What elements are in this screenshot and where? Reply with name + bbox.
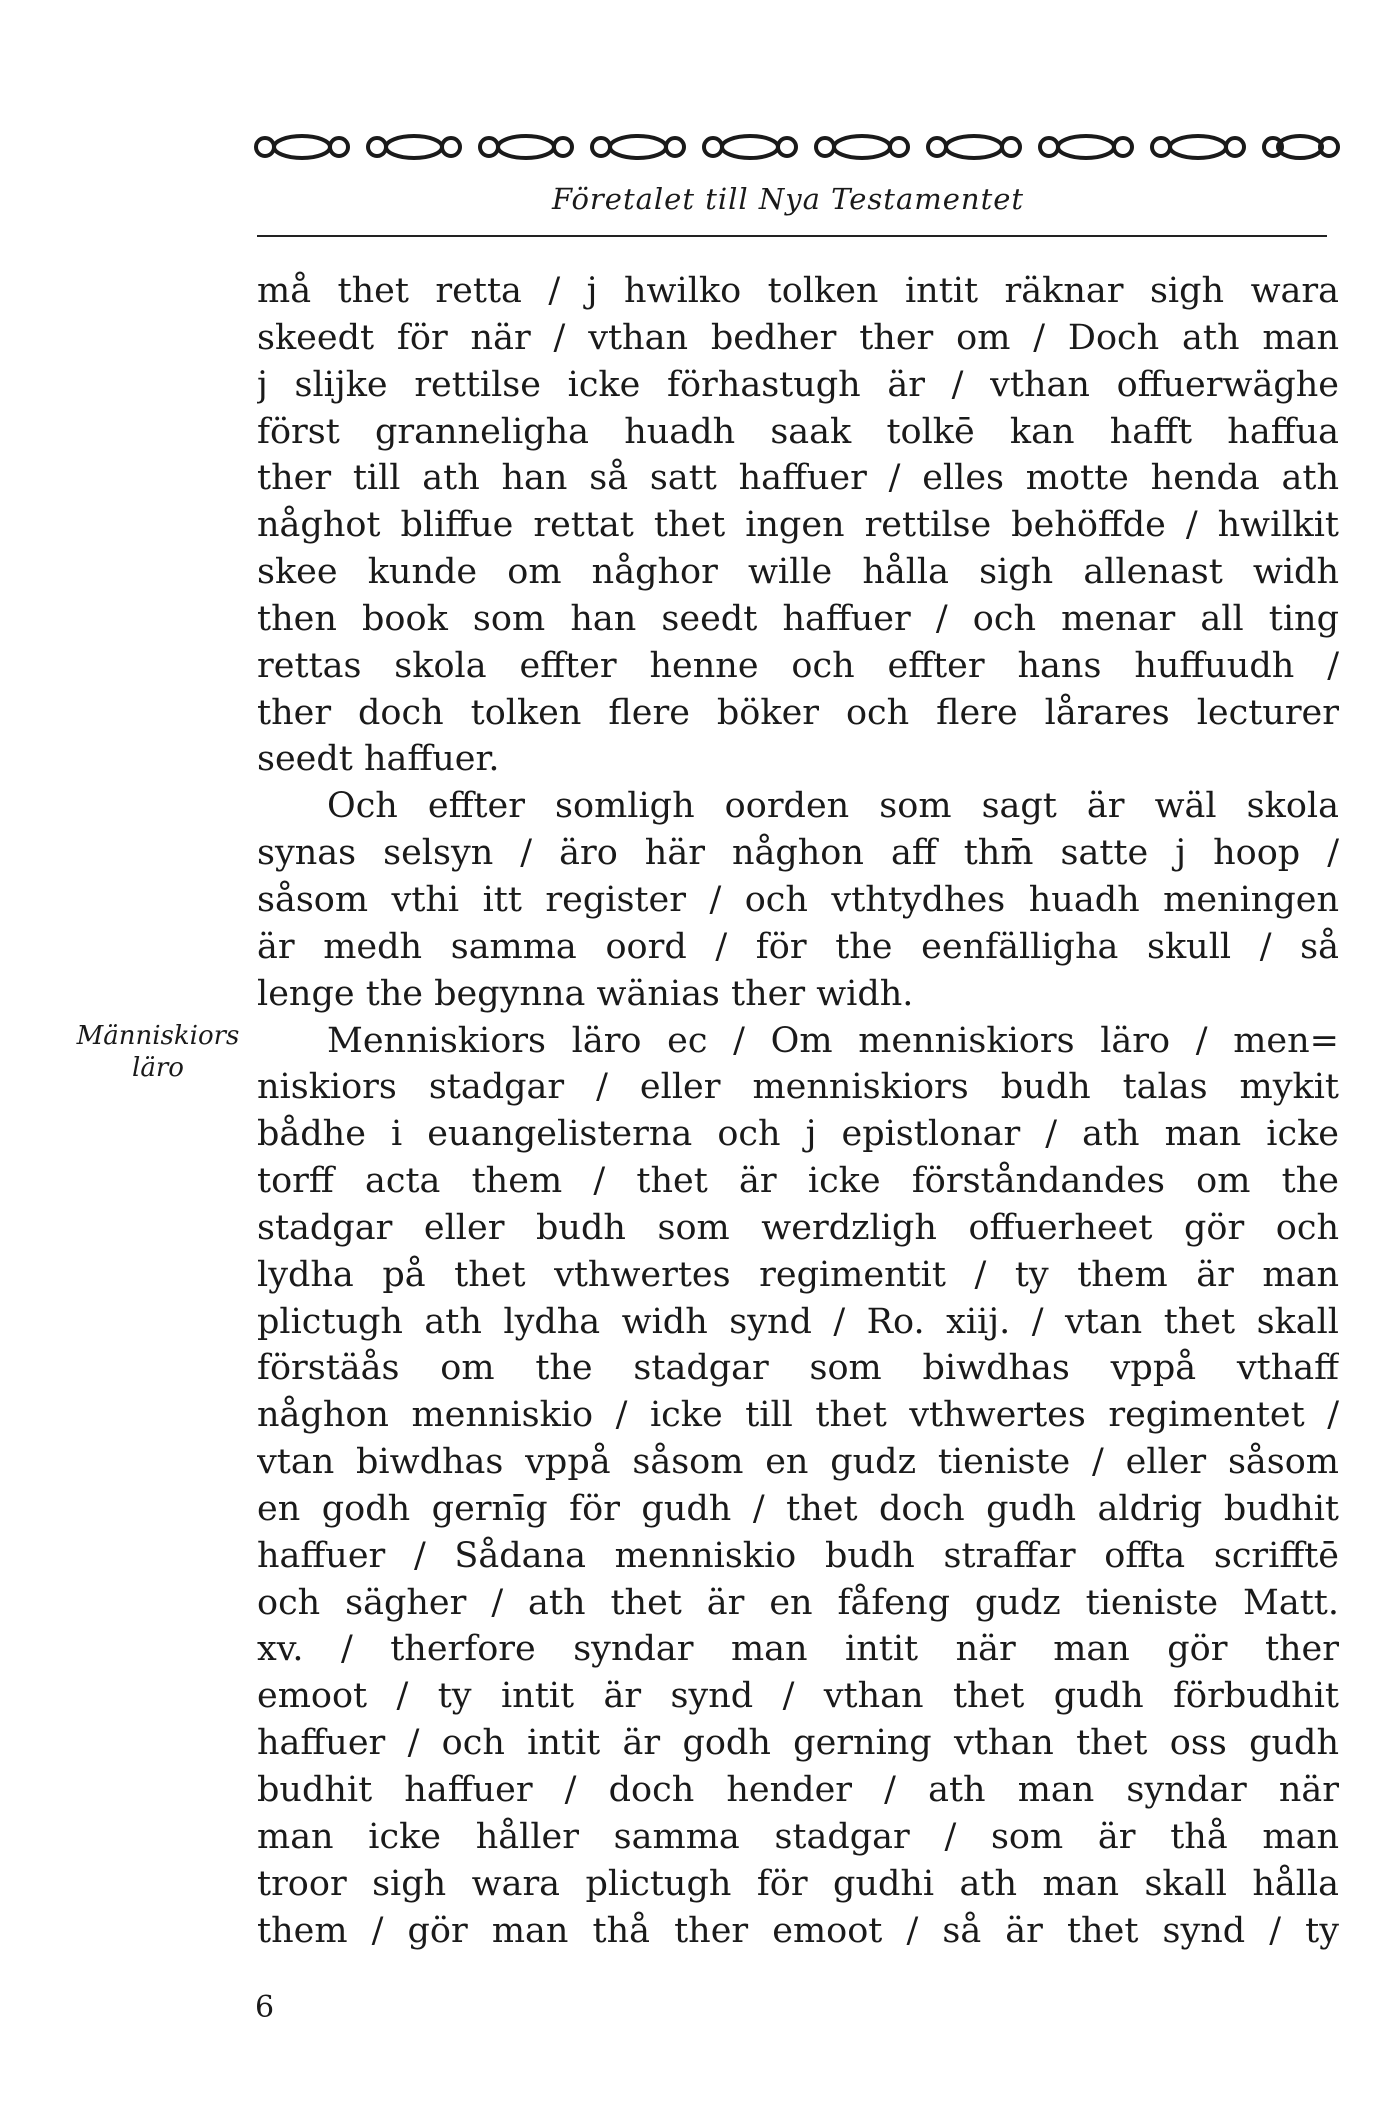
text-line: haffuer / Sådana menniskio budh straffar offta scrifftē [257, 1535, 1339, 1576]
ornament-link [816, 136, 908, 158]
ornament-link [928, 136, 1020, 158]
text-line: man icke håller samma stadgar / som är thå man [257, 1816, 1339, 1857]
text-line: stadgar eller budh som werdzligh offuerheet gör och [257, 1207, 1339, 1248]
ornament-link [256, 136, 348, 158]
text-line: them / gör man thå ther emoot / så är thet synd / ty [257, 1910, 1339, 1951]
text-line: är medh samma oord / för the eenfälligha skull / så [257, 926, 1339, 967]
margin-note-line: Människiors [76, 1021, 240, 1051]
text-line: emoot / ty intit är synd / vthan thet gudh förbudhit [257, 1676, 1339, 1717]
text-line: må thet retta / j hwilko tolken intit räknar sigh wara [257, 271, 1339, 311]
text-line: förstäås om the stadgar som biwdhas vppå vthaff [257, 1348, 1339, 1389]
ornament-link [368, 136, 460, 158]
text-line: synas selsyn / äro här någhon aff thm̄ satte j hoop / [257, 833, 1339, 874]
text-line: någhot bliffue rettat thet ingen rettilse behöffde / hwilkit [257, 505, 1339, 546]
text-line: vtan biwdhas vppå såsom en gudz tieniste / eller såsom [257, 1442, 1339, 1483]
text-line: såsom vthi itt register / och vthtydhes huadh meningen [257, 879, 1339, 920]
running-head-title: Företalet till Nya Testamentet [551, 182, 1025, 216]
ornament-link [704, 136, 796, 158]
margin-note [58, 1020, 258, 1084]
text-line: lenge the begynna wänias ther widh. [257, 973, 914, 1014]
page-number: 6 [255, 1990, 275, 2025]
text-line: ther till ath han så satt haffuer / elles motte henda ath [257, 458, 1339, 499]
text-line: en godh gernīg för gudh / thet doch gudh aldrig budhit [257, 1488, 1339, 1529]
text-line: skee kunde om någhor wille hålla sigh allenast widh [257, 552, 1339, 593]
text-line: niskiors stadgar / eller menniskiors budh talas mykit [257, 1067, 1339, 1108]
text-line: j slijke rettilse icke förhastugh är / vthan offuerwäghe [257, 364, 1339, 405]
ornament-link [592, 136, 684, 158]
ornament-link [480, 136, 572, 158]
ornament-link [1040, 136, 1132, 158]
text-line: troor sigh wara plictugh för gudhi ath man skall hålla [257, 1863, 1339, 1904]
body-text [257, 268, 1339, 1954]
margin-note-line: läro [132, 1053, 184, 1083]
text-line: någhon menniskio / icke till thet vthwertes regimentet / [257, 1395, 1339, 1436]
text-line: xv. / therfore syndar man intit när man gör ther [257, 1629, 1339, 1670]
text-line: skeedt för när / vthan bedher ther om / Doch ath man [257, 317, 1339, 358]
text-line: och sägher / ath thet är en fåfeng gudz tieniste Matt. [257, 1582, 1339, 1623]
header-rule [257, 235, 1327, 237]
text-line: lydha på thet vthwertes regimentit / ty them är man [257, 1254, 1339, 1295]
text-line: först granneligha huadh saak tolkē kan hafft haffua [257, 411, 1339, 452]
ornamental-band [247, 123, 1343, 171]
text-line: ther doch tolken flere böker och flere lårares lecturer [257, 692, 1339, 733]
ornament-link [1264, 136, 1338, 158]
text-line: budhit haffuer / doch hender / ath man syndar när [257, 1770, 1339, 1810]
text-line: bådhe i euangelisterna och j epistlonar / ath man icke [257, 1114, 1339, 1155]
text-line: Menniskiors läro ec / Om menniskiors läro / men= [327, 1020, 1339, 1061]
text-line: then book som han seedt haffuer / och menar all ting [257, 598, 1339, 639]
text-line: haffuer / och intit är godh gerning vthan thet oss gudh [257, 1723, 1339, 1764]
text-line: Och effter somligh oorden som sagt är wäl skola [327, 786, 1339, 827]
ornament-link [1152, 136, 1244, 158]
text-line: plictugh ath lydha widh synd / Ro. xiij. / vtan thet skall [257, 1301, 1339, 1342]
text-line: torff acta them / thet är icke förståndandes om the [257, 1161, 1339, 1202]
text-line: rettas skola effter henne och effter hans huffuudh / [257, 645, 1339, 686]
text-line: seedt haffuer. [257, 739, 500, 780]
